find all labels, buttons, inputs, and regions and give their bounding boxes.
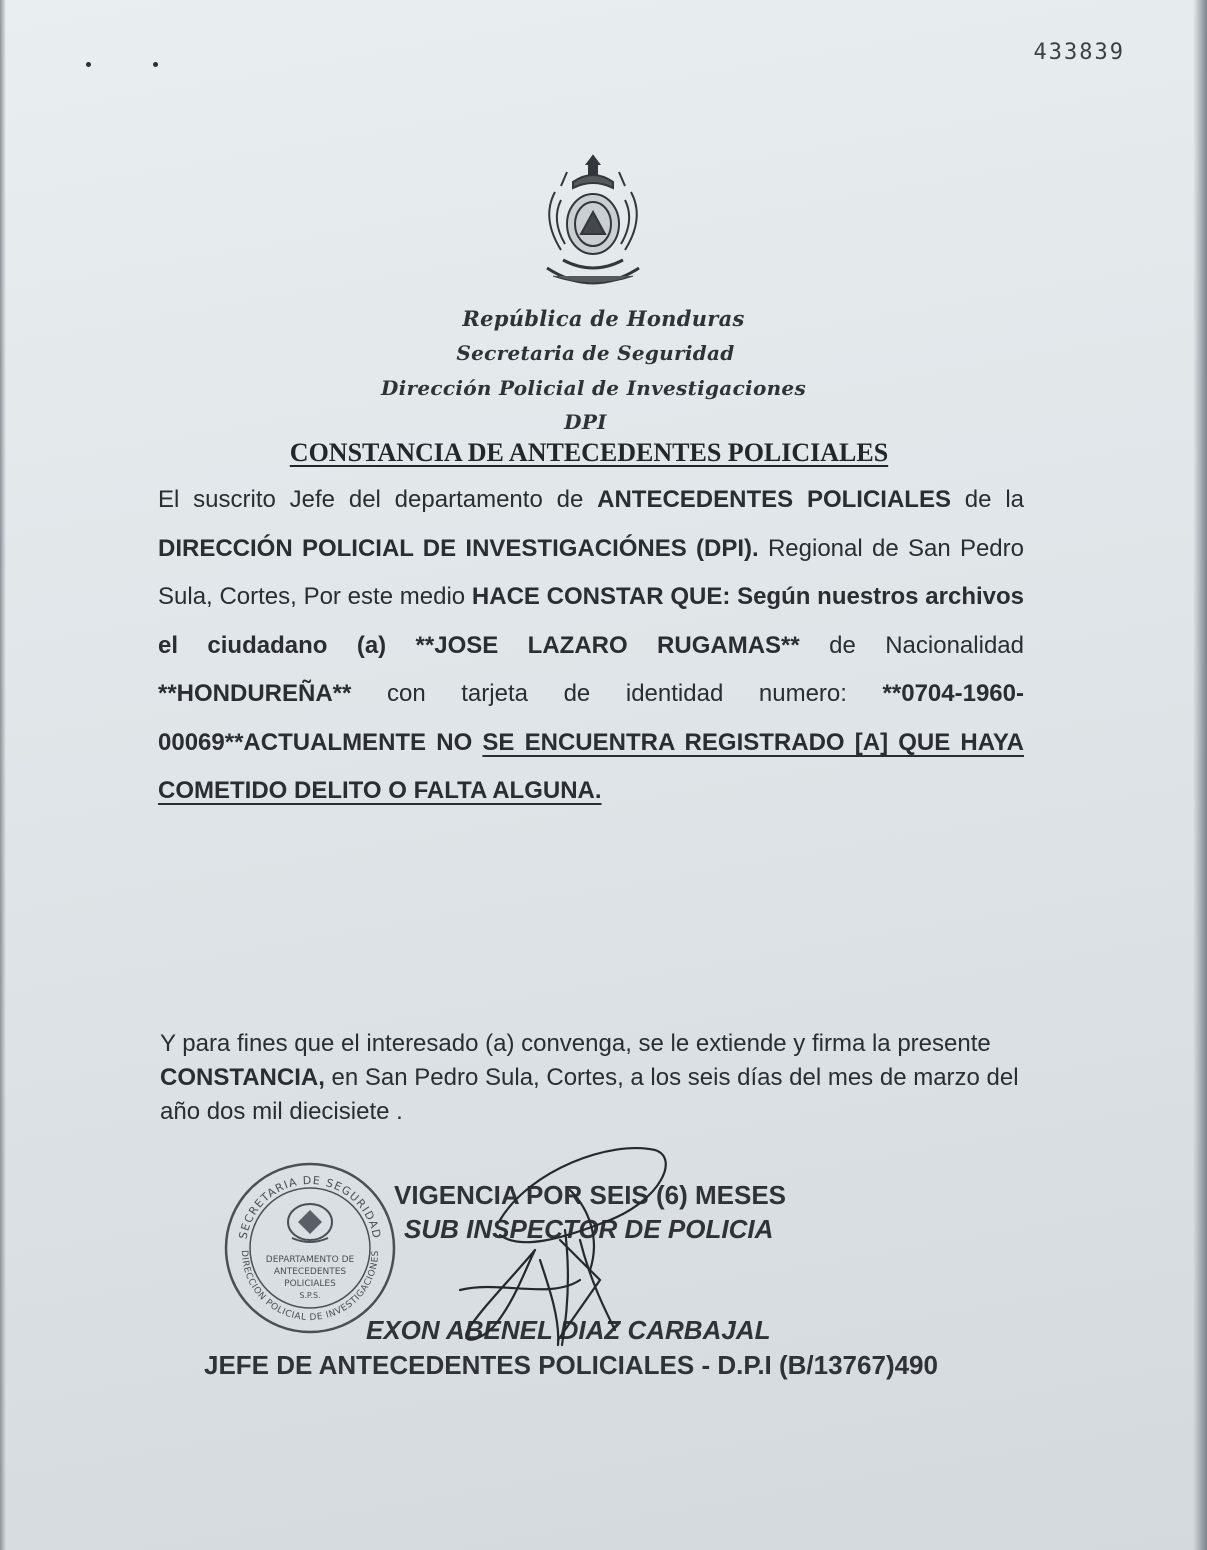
official-stamp bbox=[222, 1160, 398, 1336]
body-directorate-name: DIRECCIÓN POLICIAL DE INVESTIGACIÓNES (DPI). bbox=[158, 534, 759, 562]
speck-mark bbox=[153, 62, 158, 67]
closing-segment: Y para fines que el interesado (a) convenga, se le extiende y firma la presente bbox=[160, 1030, 991, 1057]
signature-rank: SUB INSPECTOR DE POLICIA bbox=[404, 1214, 774, 1244]
body-citizen-name: HACE CONSTAR QUE: Según nuestros archivos el ciudadano (a) **JOSE LAZARO RUGAMAS** bbox=[158, 583, 1024, 659]
stamp-ring-top: SECRETARIA DE SEGURIDAD bbox=[236, 1173, 384, 1241]
signature-name: EXON ABENEL DIAZ CARBAJAL bbox=[366, 1315, 771, 1345]
body-segment: El suscrito Jefe del departamento de bbox=[158, 486, 598, 513]
signature-position: JEFE DE ANTECEDENTES POLICIALES - D.P.I (B/13767)490 bbox=[204, 1350, 938, 1380]
document-title bbox=[0, 438, 1178, 468]
body-segment: de la bbox=[950, 486, 1024, 513]
body-segment: con tarjeta de identidad numero: bbox=[351, 680, 883, 707]
header-republic: República de Honduras bbox=[462, 306, 745, 331]
stamp-center-line1: DEPARTAMENTO DE bbox=[265, 1255, 355, 1265]
body-segment: de Nacionalidad bbox=[799, 631, 1024, 659]
closing-constancia: CONSTANCIA, bbox=[160, 1064, 325, 1091]
handwritten-signature bbox=[440, 1130, 700, 1360]
document-title-text: CONSTANCIA DE ANTECEDENTES POLICIALES bbox=[289, 438, 889, 467]
stamp-center-line2: ANTECEDENTES bbox=[273, 1267, 347, 1277]
closing-segment: en San Pedro Sula, Cortes, a los seis días del mes de marzo del año dos mil diecisiete . bbox=[160, 1064, 1019, 1125]
body-id-number: **0704-1960-00069**ACTUALMENTE NO bbox=[158, 680, 1024, 756]
signature-validity: VIGENCIA POR SEIS (6) MESES bbox=[394, 1180, 787, 1210]
header-directorate: Dirección Policial de Investigaciones bbox=[380, 376, 807, 400]
closing-paragraph bbox=[160, 1027, 1020, 1129]
honduras-coat-of-arms-icon bbox=[533, 152, 653, 287]
stamp-center-line4: S.P.S. bbox=[299, 1291, 321, 1300]
stamp-ring-bottom: DIRECCION POLICIAL DE INVESTIGACIONES bbox=[238, 1249, 382, 1324]
body-segment: Regional de San Pedro Sula, Cortes, Por este medio bbox=[158, 534, 1024, 610]
stamp-center-line3: POLICIALES bbox=[284, 1279, 336, 1289]
body-record-statement: SE ENCUENTRA REGISTRADO [A] QUE HAYA COMETIDO DELITO O FALTA ALGUNA. bbox=[158, 728, 1025, 804]
header-secretariat: Secretaria de Seguridad bbox=[456, 341, 735, 365]
body-dept-name: ANTECEDENTES POLICIALES bbox=[597, 486, 951, 513]
stamp-emblem-icon bbox=[288, 1204, 332, 1242]
serial-number: 433839 bbox=[1033, 40, 1125, 65]
speck-mark bbox=[86, 62, 91, 67]
certificate-body bbox=[158, 476, 1024, 816]
header-dpi: DPI bbox=[564, 410, 607, 434]
body-nationality: **HONDUREÑA** bbox=[158, 680, 352, 707]
